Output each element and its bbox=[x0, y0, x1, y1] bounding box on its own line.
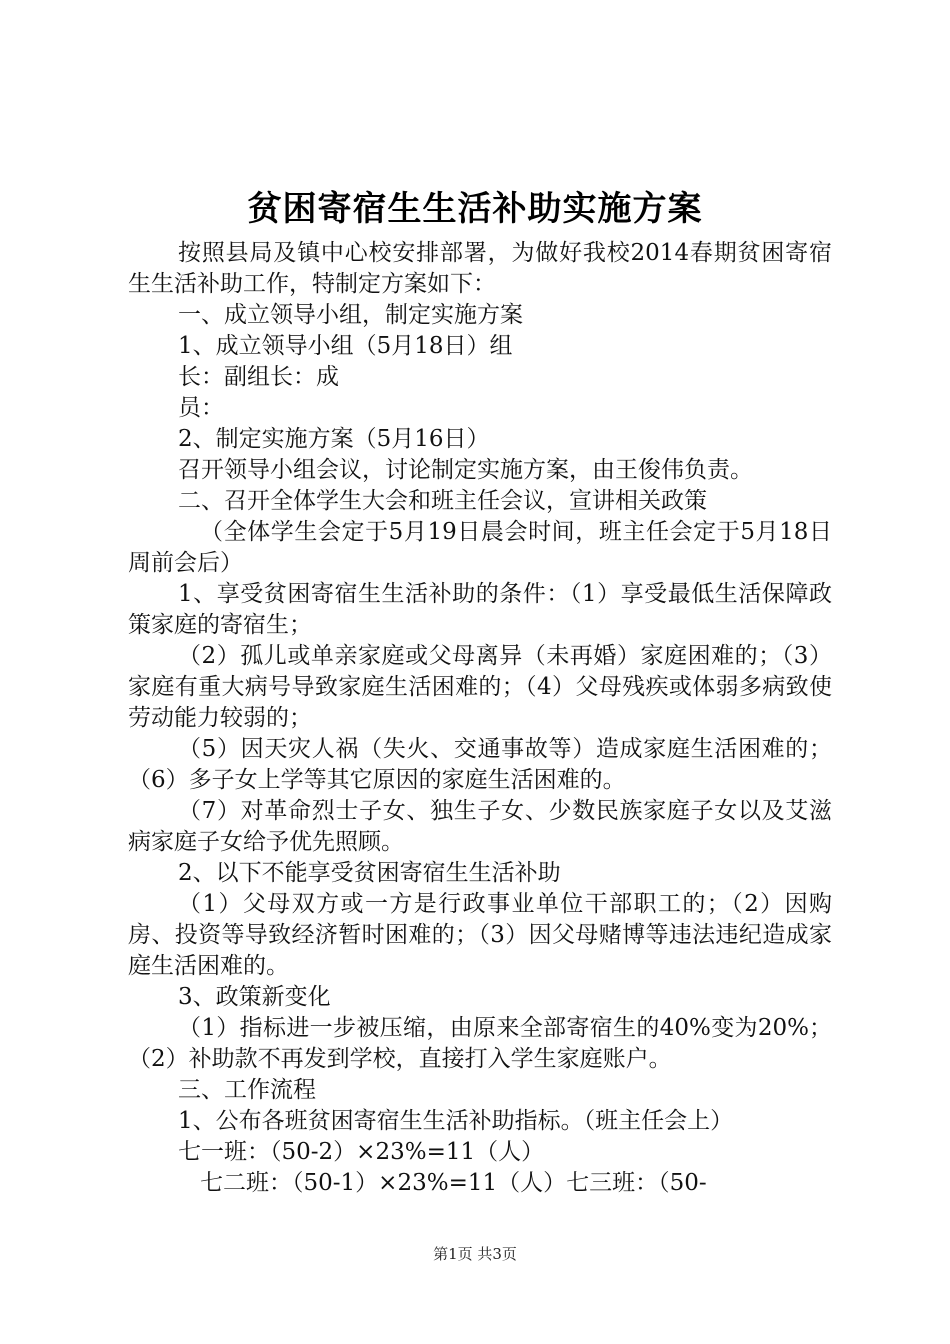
paragraph-eligibility: 1、享受贫困寄宿生生活补助的条件：（1）享受最低生活保障政策家庭的寄宿生； bbox=[128, 581, 832, 638]
paragraph-meeting: 召开领导小组会议，讨论制定实施方案，由王俊伟负责。 bbox=[178, 457, 753, 483]
paragraph-policy-change-heading: 3、政策新变化 bbox=[178, 984, 331, 1010]
document-title: 贫困寄宿生生活补助实施方案 bbox=[247, 189, 703, 229]
paragraph-members: 员： bbox=[178, 395, 224, 421]
paragraph-class-7-1: 七一班：（50-2）×23%=11（人） bbox=[178, 1139, 545, 1165]
paragraph-intro: 按照县局及镇中心校安排部署，为做好我校2014春期贫困寄宿生生活补助工作，特制定方案如下： bbox=[128, 240, 832, 297]
page-number: 第1页 共3页 bbox=[433, 1245, 517, 1263]
paragraph-section-2-heading: 二、召开全体学生大会和班主任会议，宣讲相关政策 bbox=[178, 488, 707, 514]
paragraph-ineligibility: （1）父母双方或一方是行政事业单位干部职工的；（2）因购房、投资等导致经济暂时困难的；（3）因父母赌博等违法违纪造成家庭生活困难的。 bbox=[128, 891, 832, 979]
paragraph-publish-quota: 1、公布各班贫困寄宿生生活补助指标。（班主任会上） bbox=[178, 1108, 734, 1134]
paragraph-ineligibility-heading: 2、以下不能享受贫困寄宿生生活补助 bbox=[178, 860, 561, 886]
paragraph-leadership-group: 1、成立领导小组（5月18日）组 bbox=[178, 333, 513, 359]
paragraph-eligibility-7: （7）对革命烈士子女、独生子女、少数民族家庭子女以及艾滋病家庭子女给予优先照顾。 bbox=[128, 798, 832, 855]
paragraph-eligibility-5-6: （5）因天灾人祸（失火、交通事故等）造成家庭生活困难的；（6）多子女上学等其它原因的家庭生活困难的。 bbox=[128, 736, 832, 793]
paragraph-meeting-schedule: （全体学生会定于5月19日晨会时间，班主任会定于5月18日周前会后） bbox=[128, 519, 832, 576]
paragraph-section-3-heading: 三、工作流程 bbox=[178, 1077, 316, 1103]
paragraph-plan-drafting: 2、制定实施方案（5月16日） bbox=[178, 426, 490, 452]
document-body bbox=[128, 238, 832, 1199]
paragraph-leader-roles: 长：副组长：成 bbox=[178, 364, 339, 390]
paragraph-policy-change: （1）指标进一步被压缩，由原来全部寄宿生的40%变为20%；（2）补助款不再发到学校，直接打入学生家庭账户。 bbox=[128, 1015, 832, 1072]
paragraph-eligibility-2-4: （2）孤儿或单亲家庭或父母离异（未再婚）家庭困难的；（3）家庭有重大病号导致家庭生活困难的；（4）父母残疾或体弱多病致使劳动能力较弱的； bbox=[128, 643, 832, 731]
paragraph-section-1-heading: 一、成立领导小组，制定实施方案 bbox=[178, 302, 523, 328]
paragraph-class-7-2-7-3: 七二班：（50-1）×23%=11（人）七三班：（50- bbox=[200, 1170, 707, 1196]
